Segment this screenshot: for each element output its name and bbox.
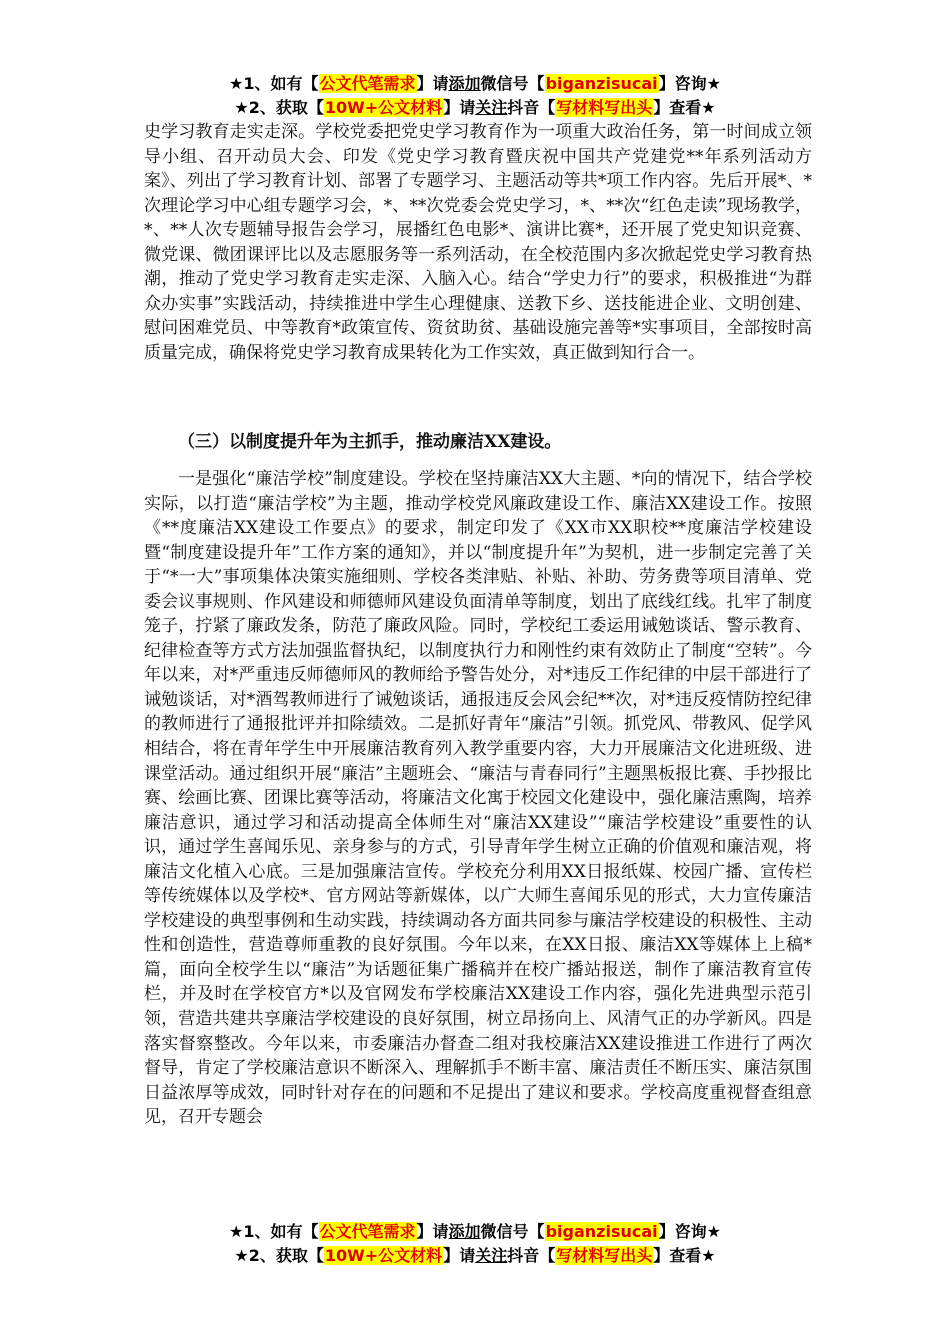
banner-prefix: ★1、如有【 xyxy=(229,1222,319,1241)
banner-highlight-douyin-id: 写材料写出头 xyxy=(556,1246,653,1265)
banner-underline-add: 添加 xyxy=(448,74,481,93)
banner-highlight-service: 公文代笔需求 xyxy=(319,1222,416,1241)
banner-suffix: 】咨询★ xyxy=(658,74,721,93)
banner-underline-add: 添加 xyxy=(448,1222,481,1241)
banner-text: 抖音【 xyxy=(507,98,556,117)
banner-prefix: ★2、获取【 xyxy=(234,1246,324,1265)
banner-text: 】请 xyxy=(416,74,449,93)
banner-text: 】请 xyxy=(443,1246,476,1265)
banner-prefix: ★1、如有【 xyxy=(229,74,319,93)
paragraph-text: 史学习教育走实走深。学校党委把党史学习教育作为一项重大政治任务，第一时间成立领导小组、召开动员大会、印发《党史学习教育暨庆祝中国共产党建党**年系列活动方案》、列出了学习教育计划、部署了专题学习、主题活动等共*项工作内容。先后开展*、*次理论学习中心组专题学习会，*、**次党委会党史学习，*、**次“红色走读”现场教学，*、**人次专题辅导报告会学习，展播红色电影*、演讲比赛*，还开展了党史知识竞赛、微党课、微团课评比以及志愿服务等一系列活动，在全校范围内多次掀起党史学习教育热潮，推动了党史学习教育走实走深、入脑入心。结合“学史力行”的要求，积极推进“为群众办实事”实践活动，持续推进中学生心理健康、送教下乡、送技能进企业、文明创建、慰问困难党员、中等教育*政策宣传、资贫助贫、基础设施完善等*实事项目，全部按时高质量完成，确保将党史学习教育成果转化为工作实效，真正做到知行合一。 xyxy=(144,122,812,363)
banner-highlight-wechat-id: biganzisucai xyxy=(545,1222,658,1241)
banner-text: 微信号【 xyxy=(480,74,545,93)
promo-banner-bottom-line2 xyxy=(0,1244,950,1268)
banner-text: 微信号【 xyxy=(480,1222,545,1241)
banner-text: 】请 xyxy=(443,98,476,117)
banner-suffix: 】查看★ xyxy=(653,98,716,117)
banner-suffix: 】查看★ xyxy=(653,1246,716,1265)
promo-banner-bottom-line1 xyxy=(0,1220,950,1244)
promo-banner-top-line2 xyxy=(0,96,950,120)
banner-highlight-wechat-id: biganzisucai xyxy=(545,74,658,93)
banner-suffix: 】咨询★ xyxy=(658,1222,721,1241)
body-paragraph-1 xyxy=(144,120,812,365)
paragraph-text: 一是强化“廉洁学校”制度建设。学校在坚持廉洁XX大主题、*向的情况下，结合学校实际，以打造“廉洁学校”为主题，推动学校党风廉政建设工作、廉洁XX建设工作。按照《**度廉洁XX建设工作要点》的要求，制定印发了《XX市XX职校**度廉洁学校建设暨“制度建设提升年”工作方案的通知》，并以“制度提升年”为契机，进一步制定完善了关于“*一大”事项集体决策实施细则、学校各类津贴、补贴、补助、劳务费等项目清单、党委会议事规则、作风建设和师德师风建设负面清单等制度，划出了底线红线。扎牢了制度笼子，拧紧了廉政发条，防范了廉政风险。同时，学校纪工委运用诫勉谈话、警示教育、纪律检查等方式方法加强监督执纪，以制度执行力和刚性约束有效防止了制度“空转”。今年以来，对*严重违反师德师风的教师给予警告处分，对*违反工作纪律的中层干部进行了诫勉谈话，对*酒驾教师进行了诫勉谈话，通报违反会风会纪**次，对*违反疫情防控纪律的教师进行了通报批评并扣除绩效。二是抓好青年“廉洁”引领。抓党风、带教风、促学风相结合，将在青年学生中开展廉洁教育列入教学重要内容，大力开展廉洁文化进班级、进课堂活动。通过组织开展“廉洁”主题班会、“廉洁与青春同行”主题黑板报比赛、手抄报比赛、绘画比赛、团课比赛等活动，将廉洁文化寓于校园文化建设中，强化廉洁熏陶，培养廉洁意识，通过学习和活动提高全体师生对“廉洁XX建设”“廉洁学校建设”重要性的认识，通过学生喜闻乐见、亲身参与的方式，引导青年学生树立正确的价值观和廉洁观，将廉洁文化植入心底。三是加强廉洁宣传。学校充分利用XX日报纸媒、校园广播、宣传栏等传统媒体以及学校*、官方网站等新媒体，以广大师生喜闻乐见的形式，大力宣传廉洁学校建设的典型事例和生动实践，持续调动各方面共同参与廉洁学校建设的积极性、主动性和创造性，营造尊师重教的良好氛围。今年以来，在XX日报、廉洁XX等媒体上上稿*篇，面向全校学生以“廉洁”为话题征集广播稿并在校广播站报送，制作了廉洁教育宣传栏，并及时在学校官方*以及官网发布学校廉洁XX建设工作内容，强化先进典型示范引领，营造共建共享廉洁学校建设的良好氛围，树立昂扬向上、风清气正的办学新风。四是落实督察整改。今年以来，市委廉洁办督查二组对我校廉洁XX建设推进工作进行了两次督导，肯定了学校廉洁意识不断深入、理解抓手不断丰富、廉洁责任不断压实、廉洁氛围日益浓厚等成效，同时针对存在的问题和不足提出了建议和要求。学校高度重视督查组意见，召开专题会 xyxy=(144,469,812,1128)
body-paragraph-2 xyxy=(144,467,812,1130)
banner-highlight-douyin-id: 写材料写出头 xyxy=(556,98,653,117)
promo-banner-top-line1 xyxy=(0,72,950,96)
banner-prefix: ★2、获取【 xyxy=(234,98,324,117)
banner-underline-follow: 关注 xyxy=(475,1246,508,1265)
banner-text: 抖音【 xyxy=(507,1246,556,1265)
banner-text: 】请 xyxy=(416,1222,449,1241)
banner-highlight-service: 公文代笔需求 xyxy=(319,74,416,93)
section-heading-3: （三）以制度提升年为主抓手，推动廉洁XX建设。 xyxy=(178,432,562,452)
banner-underline-follow: 关注 xyxy=(475,98,508,117)
banner-highlight-materials: 10W+公文材料 xyxy=(324,98,443,117)
banner-highlight-materials: 10W+公文材料 xyxy=(324,1246,443,1265)
